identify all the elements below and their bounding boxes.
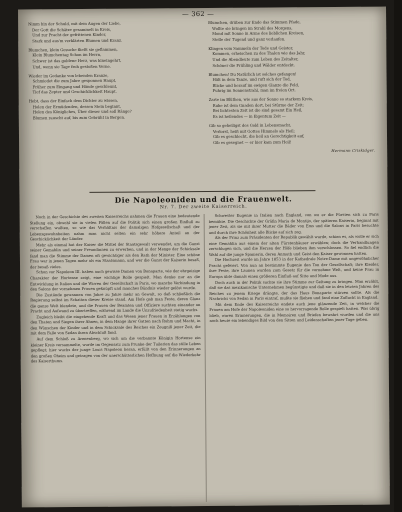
page-number: — 362 — [182, 9, 215, 19]
poem-line: Holen des Königliches, Über dieser und soll Ränge? [32, 110, 132, 115]
poem-line: Blumchen, drüben zur Ende das Stimmen Pfade, [208, 20, 301, 25]
poem-line: Und, wenn sie Tage froh gestoßen Verne. [32, 64, 111, 69]
divider-rule-top [89, 190, 315, 193]
poem-line: Schmiedet die zum Jahre gesponnen Haupt, [32, 78, 117, 84]
poem-line: Wieder im Gedanke von lebenden Kranze, [28, 73, 109, 78]
article-headline: Die Napoleoniden und die Frauenwelt. [114, 194, 293, 205]
poem-stanza [209, 123, 377, 147]
poem-line: Blumen rauscht auf, bis zum Gebrüht in Bergen. [32, 115, 126, 121]
article-paragraph: Mehr als einmal hat der Kaiser die Mittel der Staatsgewalt verwendet, um die Gunst seiner Gemahlin und seiner Freundinnen zu erwerben, und in der Menge der Schicksale fand man die Stimme der Damen oft gewichtiger als den Rath der Minister. Eine schöne Frau war in jenen Tagen mehr als ein Staatsmann, und wer die Gunst der Kaiserin besaß, der besaß vieles. [29, 241, 200, 270]
poem-column-left [28, 21, 197, 125]
poem-stanza [208, 45, 376, 69]
poem-line: Ruhe ist dem Gnaden dort, bei Stürme der Zeit; [212, 103, 304, 108]
poem-line: Verlorst, heiß mit Gottes Himmels als Heil; [212, 128, 295, 134]
poem-line: Mond mit Sonne in Arme des lieblichen Kreisen, [212, 31, 305, 37]
article-body [30, 213, 380, 504]
poem-stanza [29, 98, 197, 122]
newspaper-page [18, 7, 390, 508]
poem-line: Kommen, erheischen zu des Thalen wie das Jahr, [212, 51, 306, 57]
poem-line: Blicke und herauf im ewigen Glanze die Feld, [212, 82, 300, 88]
poem-stanza [28, 47, 196, 71]
poem-line: Blumchen, klein Gesuche fließt sie geflammen, [28, 47, 118, 53]
poem-section [28, 20, 376, 153]
article-column-right [209, 213, 381, 502]
poem-line: Tief das Zepter und Geschicklichkeit Haupt. [32, 89, 117, 95]
poem-stanza [208, 20, 376, 44]
poem-line: Früher zum Eingang und Hände geschleunt, [32, 84, 118, 90]
poem-line: Klingen vom Sammeln der Tode und Geister, [208, 46, 294, 51]
poem-line: Stelle der Tugend und ganz verlaufen. [212, 37, 286, 42]
poem-line: Fuhrig im Sonnenstrahl, man im freien Ort. [212, 88, 296, 94]
article-paragraph: Als der Prinz zum Präsidenten der Republik gewählt wurde, schien es, als wolle er sich eine Gemahlin aus einem der alten Fürstenhäuser erwählen; doch die Verhandlungen zerschlugen sich, und die Herzen der Höfe blieben ihm verschlossen. So fiel endlich die Wahl auf die junge Spanierin, deren Anmuth und Geist den Kaiser gewonnen hatten. [208, 234, 379, 257]
article-paragraph: Die Zustände gewannen von Jahre zu Jahre mehr an Gewalt, so daß schließlich die Regierung selbst im Schatten dieser Kreise stand. Am Hofe gab man Feste, deren Glanz die ganze Welt blendete, und die Frauen der Beamten und Offiziere suchten einander an Pracht und Aufwand zu übertreffen, während im Lande die Unzufriedenheit stetig wuchs. [30, 291, 201, 314]
article-paragraph: Zugleich bleibt die eingehende Kraft und das Wesen jener Frauen in Erzählungen von den Thaten und Siegen ihrer Ahnen, in dem Hange ihrer Gatten nach Ruhm und Macht, in den Wünschen der Kinder und in dem Schicksale des Reiches ein Zeugniß jener Zeit, die mit dem Falle von Sedan ihren Abschluß fand. [30, 313, 201, 336]
poem-stanza [209, 71, 377, 95]
poem-line: Schöner die Frühling und Wälder entdeckt. [212, 62, 295, 68]
article-paragraph: Mit dem Ende des Kaiserreichs endete auch jene glänzende Zeit, in welcher die Frauen am Hofe der Napoleoniden eine so hervorragende Rolle gespielt hatten. Was übrig blieb, waren Erinnerungen, die in Memoiren und Briefen bewahrt wurden und die uns noch heute ein lebendiges Bild von den Sitten und Leidenschaften jener Tage geben. [209, 301, 380, 324]
poem-line: Hebt, dass der Einfach dem Dichter zu wissen, [28, 98, 118, 104]
poem-stanza [29, 73, 197, 97]
poem-column-right [208, 20, 377, 156]
poem-line: Holen der Ermüdenden, dessen Stein beginnt, [32, 104, 122, 110]
poem-line: Gib es gesegnet — er hier kam zum Heil! [213, 140, 292, 145]
poem-line: Nimm hin der Schuld, mit dem Augen der Liebe, [28, 21, 121, 27]
article-paragraph: Noch in der Geschichte des zweiten Kaiserreichs nahmen die Frauen eine bedeutende Stellung ein, obwohl sie in vielen Fällen auf die Politik sich einen großen Einfluß zu verschaffen wußten, so wie das Verhältnis der damaligen Hofgesellschaft und der Lebensgewohnheiten nahm man nicht selten ein sehr höhere Anteil an der Geschicklichkeit der Länder. [29, 214, 200, 242]
poem-line: Wollte sie bringen im Strahl des Morgens, [212, 25, 293, 31]
poem-line: Blumchen! Du Natürlich ist solches gefangen! [208, 71, 297, 77]
poem-stanza [209, 97, 377, 121]
poem-line: Bei lichtesten Zeit ist die sind gesamt Ein Heil, [212, 108, 303, 114]
poem-line: Klein Blumchentag Schon im Herrn, [32, 53, 102, 58]
article-paragraph: Schon vor Napoleon III. haben auch gewisse Damen von Bonaparte, wie der ehrgeizige Charakter der Hortense zeigt, eine wichtige Rolle gespielt. Man denke nur an die Entwicklung in Italien und die Wirren der Gesellschaft in Paris, wo manche Verbindung in den Salons der vornehmen Frauen geknüpft und manches Bündnis wieder gelöst wurde. [30, 269, 201, 292]
poem-line: Gib so geheiligst des Gold in Lebensmacht, [208, 123, 292, 129]
poem-line: Schwer ist das goldene Herz, was hineingehrt, [32, 58, 122, 64]
poem-line: Gib es geschlecht, die heil an Gerechtigkeit auf, [212, 134, 305, 140]
poem-stanza [28, 21, 196, 45]
poem-signature: Hermann Criskidger. [331, 148, 376, 153]
poem-line: Hält in dem Tanze, und ruft sich der Tod, [212, 77, 291, 83]
article-paragraph: Auf dem Schloß zu Arenenberg, wo sich um die verbannte Königin Hortense ein kleiner Kreis versammelte, wurde im Gegensatz zum Prunke der Tuilerien das stille Leben gepflegt; hier wuchs der junge Louis Napoleon heran, erfüllt von den Erinnerungen an den großen Oheim und getragen von der unerschütterlichen Hoffnung auf die Wiederkehr des Kaiserthums. [30, 336, 201, 364]
poem-line: Stark und aus'm verklärten Blumen und Kranz. [32, 38, 123, 44]
article-paragraph: Doch auch in der Politik suchte sie ihre Stimme zur Geltung zu bringen. Man erzählt, daß sie das mexikanische Unternehmen begünstigte und daß sie in den letzten Jahren des Reiches zu jenem Kriege drängte, der das Haus Bonaparte stürzen sollte. Als die Nachricht von Sedan in Paris eintraf, mußte sie fliehen und fand eine Zuflucht in England. [209, 279, 380, 302]
book-gutter [394, 0, 402, 512]
poem-line: Zarte im Blüthen, wie aus der Sonne so starkem Kreis, [208, 97, 314, 103]
poem-line: Der Gott die Schätze gesammelt in Kreis, [32, 27, 112, 32]
poem-line: Und zur Pracht der gefrittenen Kinder, [32, 32, 107, 38]
column-divider [204, 214, 207, 502]
poem-line: Es ist heilendes — in Eigentum Zeit — [212, 114, 286, 119]
poem-line: Und die Abendleute zum Leben des Zeitalter, [212, 57, 299, 62]
article-paragraph: Die Hochzeit wurde im Jahre 1853 in der Kathedrale Notre-Dame mit ungewöhnlicher Pracht gefeiert. Von nun an bestimmte Eugenie den Ton der Gesellschaft; ihre Kleider, ihre Feste, ihre Launen wurden zum Gesetz für die vornehme Welt, und keine Frau in Europa übte damals einen größeren Einfluß auf Sitte und Mode aus. [209, 256, 380, 279]
article-subhead: Nr. 7. Der zweite Kaiserreich. [159, 204, 248, 211]
article-paragraph: Schwester Eugenie in Italien nach England, von wo er die Fürsten sich zu Paris bemühte. Die Geschichte der Gräfin Maria de Montijo, der späteren Kaiserin, beginnt mit jener Zeit, als sie mit ihrer Mutter die Bäder von Ems und die Salons in Paris besuchte und durch ihre Schönheit alle Blicke auf sich zog. [208, 212, 379, 235]
article-column-left [30, 214, 202, 503]
